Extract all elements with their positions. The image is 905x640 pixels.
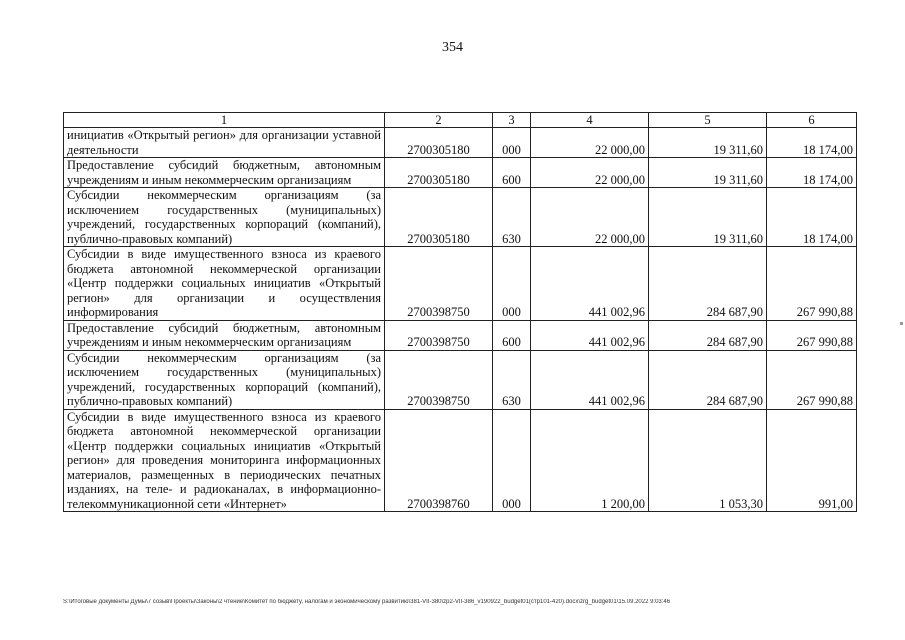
row-value-4: 441 002,96 xyxy=(531,320,649,350)
budget-table xyxy=(63,112,857,512)
row-value-5: 284 687,90 xyxy=(649,247,767,321)
row-value-6: 18 174,00 xyxy=(767,128,857,158)
row-value-4: 441 002,96 xyxy=(531,350,649,409)
table-row xyxy=(64,350,857,409)
row-value-4: 22 000,00 xyxy=(531,158,649,188)
scan-mark xyxy=(900,322,903,325)
row-value-5: 19 311,60 xyxy=(649,128,767,158)
header-cell: 2 xyxy=(385,113,493,128)
row-name: Предоставление субсидий бюджетным, автономным учреждениям и иным некоммерческим организациям xyxy=(64,158,385,188)
header-cell: 4 xyxy=(531,113,649,128)
row-value-5: 19 311,60 xyxy=(649,188,767,247)
row-value-6: 267 990,88 xyxy=(767,320,857,350)
file-path-footer: S:\Итоговые документы Думы\7 созыв\Проекты\Законы\2 чтение\Комитет по бюджету, налогам и экономическому развитию\381-VII-380\zp2-VII-386_v190922_budget01(стр101-420).docx\zrg_budget01\15.09.2022 9:03:46 xyxy=(63,599,671,605)
row-expense-type: 000 xyxy=(493,128,531,158)
row-value-5: 19 311,60 xyxy=(649,158,767,188)
row-value-4: 22 000,00 xyxy=(531,188,649,247)
row-target-code: 2700398750 xyxy=(385,247,493,321)
row-expense-type: 630 xyxy=(493,350,531,409)
table-row xyxy=(64,247,857,321)
header-cell: 3 xyxy=(493,113,531,128)
row-value-6: 991,00 xyxy=(767,409,857,512)
row-name: Субсидии в виде имущественного взноса из краевого бюджета автономной некоммерческой организации «Центр поддержки социальных инициатив «Открытый регион» для проведения мониторинга информационных материалов, размещенных в периодических печатных изданиях, на теле- и радиоканалах, в информационно-телекоммуникационной сети «Интернет» xyxy=(64,409,385,512)
row-name: Субсидии некоммерческим организациям (за исключением государственных (муниципальных) учреждений, государственных корпораций (компаний), публично-правовых компаний) xyxy=(64,188,385,247)
row-expense-type: 600 xyxy=(493,158,531,188)
row-value-4: 441 002,96 xyxy=(531,247,649,321)
row-value-6: 267 990,88 xyxy=(767,247,857,321)
row-name: Субсидии некоммерческим организациям (за исключением государственных (муниципальных) учреждений, государственных корпораций (компаний), публично-правовых компаний) xyxy=(64,350,385,409)
row-value-4: 1 200,00 xyxy=(531,409,649,512)
row-target-code: 2700398750 xyxy=(385,320,493,350)
table-row xyxy=(64,320,857,350)
table-row xyxy=(64,409,857,512)
table-row xyxy=(64,158,857,188)
row-target-code: 2700398750 xyxy=(385,350,493,409)
row-expense-type: 000 xyxy=(493,247,531,321)
row-expense-type: 000 xyxy=(493,409,531,512)
page-number: 354 xyxy=(442,40,463,55)
header-cell: 6 xyxy=(767,113,857,128)
row-name: Предоставление субсидий бюджетным, автономным учреждениям и иным некоммерческим организациям xyxy=(64,320,385,350)
header-cell: 1 xyxy=(64,113,385,128)
row-expense-type: 630 xyxy=(493,188,531,247)
row-name: Субсидии в виде имущественного взноса из краевого бюджета автономной некоммерческой организации «Центр поддержки социальных инициатив «Открытый регион» для организации и осуществления информирования xyxy=(64,247,385,321)
row-value-4: 22 000,00 xyxy=(531,128,649,158)
row-value-6: 267 990,88 xyxy=(767,350,857,409)
row-target-code: 2700305180 xyxy=(385,158,493,188)
row-value-5: 284 687,90 xyxy=(649,350,767,409)
header-row xyxy=(64,113,857,128)
row-target-code: 2700398760 xyxy=(385,409,493,512)
row-value-6: 18 174,00 xyxy=(767,188,857,247)
row-value-5: 284 687,90 xyxy=(649,320,767,350)
row-expense-type: 600 xyxy=(493,320,531,350)
table-row xyxy=(64,128,857,158)
row-target-code: 2700305180 xyxy=(385,128,493,158)
row-name: инициатив «Открытый регион» для организации уставной деятельности xyxy=(64,128,385,158)
header-cell: 5 xyxy=(649,113,767,128)
row-target-code: 2700305180 xyxy=(385,188,493,247)
table-row xyxy=(64,188,857,247)
row-value-6: 18 174,00 xyxy=(767,158,857,188)
row-value-5: 1 053,30 xyxy=(649,409,767,512)
